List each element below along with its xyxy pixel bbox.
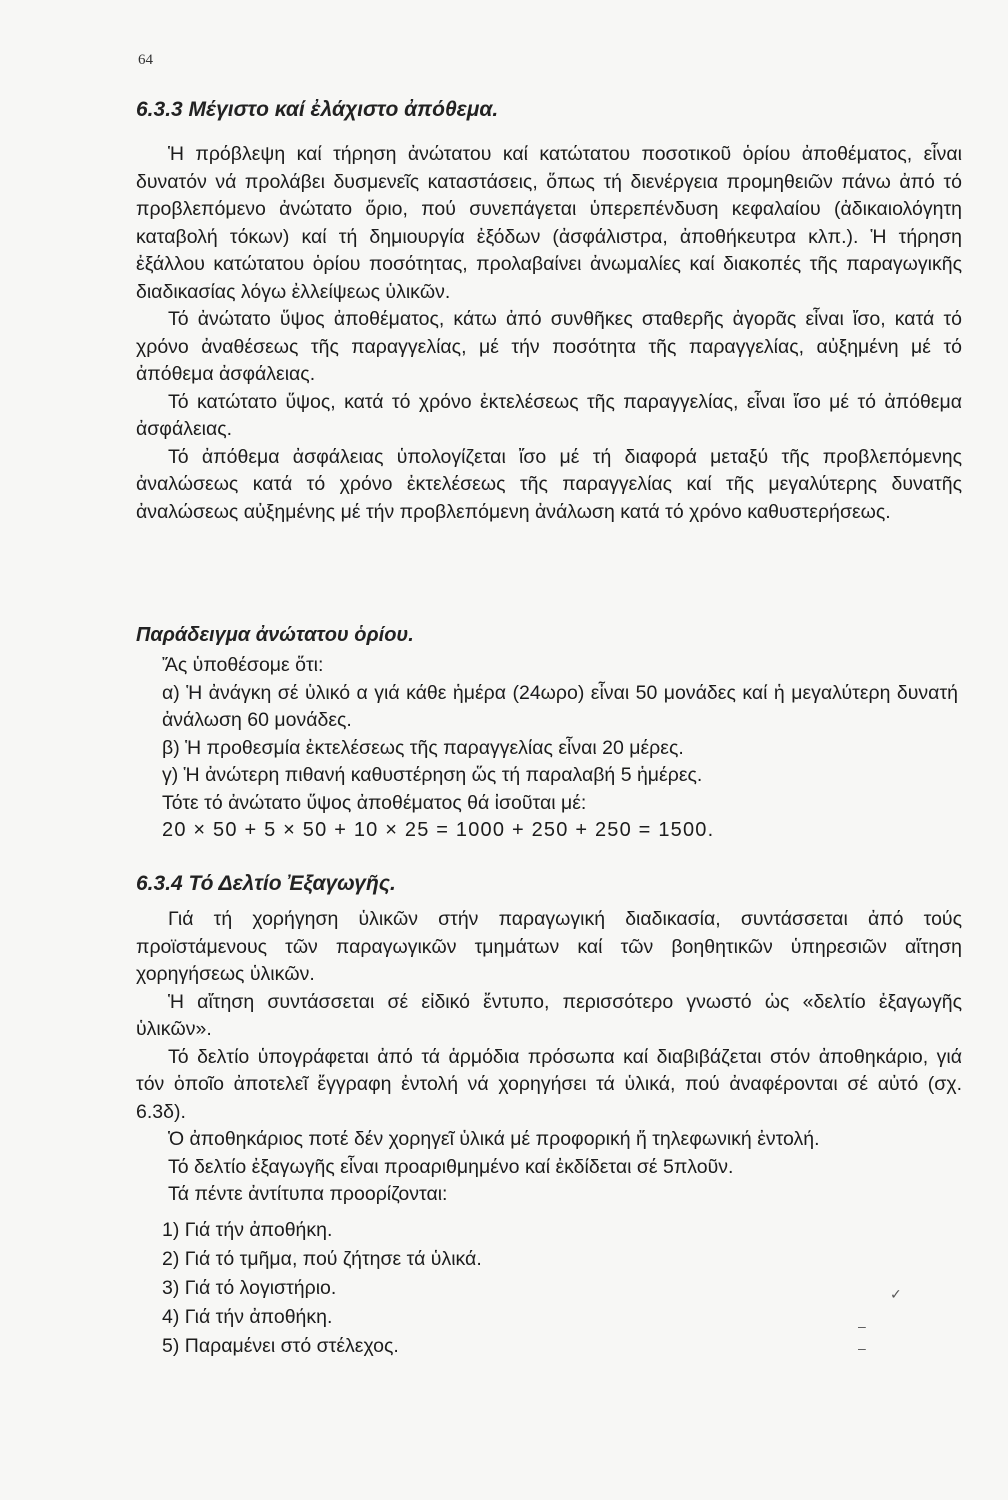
example-item-a: α) Ἡ ἀνάγκη σέ ὑλικό α γιά κάθε ἡμέρα (24ωρο) εἶναι 50 μονάδες καί ἡ μεγαλύτερη δυνατή ἀνάλωση 60 μονάδες. (162, 681, 958, 731)
paragraph: Ἡ αἴτηση συντάσσεται σέ εἰδικό ἔντυπο, περισσότερο γνωστό ὡς «δελτίο ἐξαγωγῆς ὑλικῶν». (136, 990, 962, 1040)
scan-speck: ✓ (890, 1286, 902, 1302)
paragraph: Ἡ πρόβλεψη καί τήρηση ἀνώτατου καί κατώτατου ποσοτικοῦ ὁρίου ἀποθέματος, εἶναι δυνατόν νά προλάβει δυσμενεῖς καταστάσεις, ὅπως τή διενέργεια προμηθειῶν πάνω ἀπό τό προβλεπόμενο ἀνώτατο ὅριο, πού συνεπάγεται ὑπερεπένδυση κεφαλαίου (ἀδικαιολόγητη καταβολή τόκων) καί τή δημιουργία ἐξόδων (ἀσφάλιστρα, ἀποθήκευτρα κλπ.). Ἡ τήρηση ἐξάλλου κατώτατου ὁρίου ποσότητας, προλαβαίνει ἀνωμαλίες καί διακοπές τῆς παραγωγικῆς διαδικασίας λόγω ἐλλείψεως ὑλικῶν. (136, 143, 962, 303)
scan-speck: – (858, 1340, 866, 1356)
example-heading: Παράδειγμα ἀνώτατου ὁρίου. (136, 624, 414, 646)
paragraph: Τό κατώτατο ὕψος, κατά τό χρόνο ἐκτελέσεως τῆς παραγγελίας, εἶναι ἴσο μέ τό ἀπόθεμα ἀσφάλειας. (136, 390, 962, 440)
paragraph: Τό δελτίο ἐξαγωγῆς εἶναι προαριθμημένο καί ἐκδίδεται σέ 5πλοῦν. (168, 1155, 734, 1178)
section-heading-6-3-3: 6.3.3 Μέγιστο καί ἐλάχιστο ἀπόθεμα. (136, 98, 499, 121)
paragraph: Τό δελτίο ὑπογράφεται ἀπό τά ἁρμόδια πρόσωπα καί διαβιβάζεται στόν ἀποθηκάριο, γιά τόν ὁποῖο ἀποτελεῖ ἔγγραφη ἐντολή νά χορηγήσει τά ὑλικά, πού ἀναφέρονται σέ αὐτό (σχ. 6.3δ). (136, 1045, 962, 1123)
example-item-c: γ) Ἡ ἀνώτερη πιθανή καθυστέρηση ὥς τή παραλαβή 5 ἡμέρες. (162, 764, 703, 786)
section-6-3-3-body (136, 141, 962, 526)
copies-list (162, 1216, 482, 1361)
example-formula: 20 × 50 + 5 × 50 + 10 × 25 = 1000 + 250 + 250 = 1500. (162, 819, 715, 841)
paragraph: Ὁ ἀποθηκάριος ποτέ δέν χορηγεῖ ὑλικά μέ προφορική ἤ τηλεφωνική ἐντολή. (168, 1128, 820, 1150)
paragraph: Τό ἀνώτατο ὕψος ἀποθέματος, κάτω ἀπό συνθῆκες σταθερῆς ἀγορᾶς εἶναι ἴσο, κατά τό χρόνο ἀναθέσεως τῆς παραγγελίας, μέ τήν ποσότητα τῆς παραγγελίας, αὐξημένη μέ τό ἀπόθεμα ἀσφάλειας. (136, 308, 962, 385)
list-item: 4) Γιά τήν ἀποθήκη. (162, 1306, 333, 1328)
section-heading-6-3-4: 6.3.4 Τό Δελτίο Ἐξαγωγῆς. (136, 872, 396, 895)
example-then: Τότε τό ἀνώτατο ὕψος ἀποθέματος θά ἰσοῦται μέ: (162, 791, 587, 814)
list-item: 2) Γιά τό τμῆμα, πού ζήτησε τά ὑλικά. (162, 1248, 482, 1270)
list-item: 5) Παραμένει στό στέλεχος. (162, 1335, 399, 1357)
list-item: 3) Γιά τό λογιστήριο. (162, 1277, 337, 1299)
example-intro: Ἄς ὑποθέσομε ὅτι: (162, 654, 324, 676)
paragraph: Γιά τή χορήγηση ὑλικῶν στήν παραγωγική διαδικασία, συντάσσεται ἀπό τούς προϊστάμενους τῶν παραγωγικῶν τμημάτων καί τῶν βοηθητικῶν ὑπηρεσιῶν αἴτηση χορηγήσεως ὑλικῶν. (136, 908, 962, 985)
scan-speck: – (858, 1318, 866, 1334)
list-item: 1) Γιά τήν ἀποθήκη. (162, 1219, 333, 1241)
example-item-b: β) Ἡ προθεσμία ἐκτελέσεως τῆς παραγγελίας εἶναι 20 μέρες. (162, 736, 684, 759)
section-6-3-4-body (136, 906, 962, 1209)
paragraph: Τό ἀπόθεμα ἀσφάλειας ὑπολογίζεται ἴσο μέ τή διαφορά μεταξύ τῆς προβλεπόμενης ἀναλώσεως κατά τό χρόνο ἐκτελέσεως τῆς παραγγελίας καί τῆς μεγαλύτερης δυνατῆς ἀναλώσεως αὐξημένης μέ τήν προβλεπόμενη ἀνάλωση κατά τό χρόνο καθυστερήσεως. (136, 445, 962, 523)
paragraph: Τά πέντε ἀντίτυπα προορίζονται: (168, 1183, 448, 1205)
page-number: 64 (138, 52, 153, 68)
example-body (162, 652, 958, 845)
